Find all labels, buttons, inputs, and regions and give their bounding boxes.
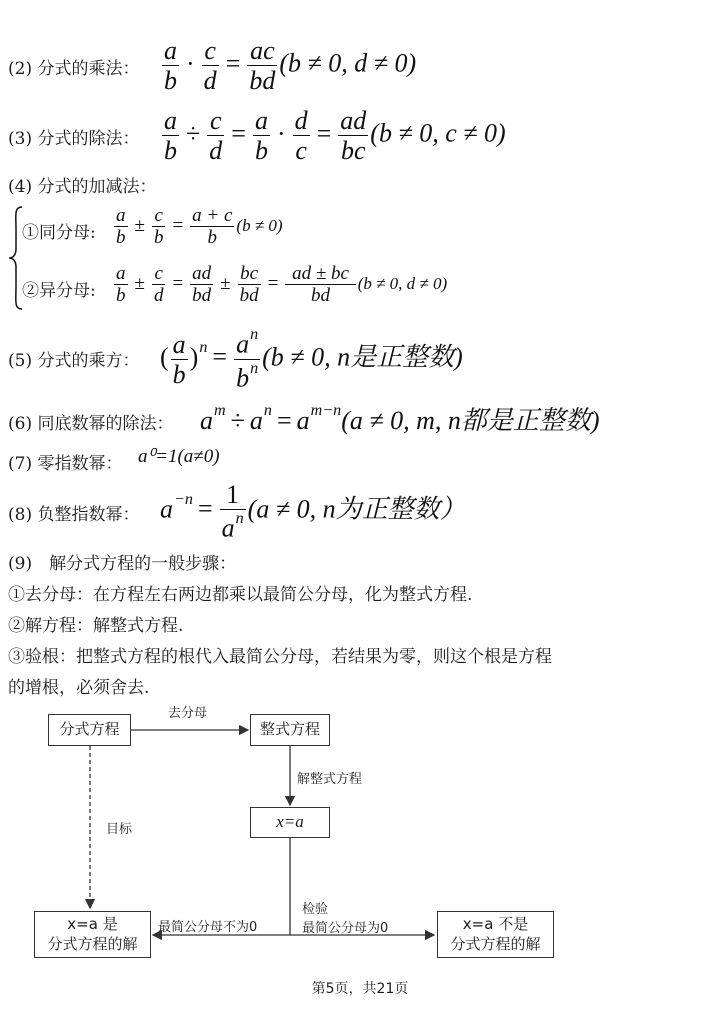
formula-different-denominator: $\frac{a}{b}$ ± $\frac{c}{d}$ = $\frac{ad}{bd}$ ± $\frac{bc}{bd}$ = $\frac{ad \pm bc}{bd}$ (b ≠ 0, d ≠ 0) — [116, 263, 448, 307]
condition-division: (b ≠ 0, c ≠ 0) — [370, 118, 506, 148]
is-solution-line-1: x=a 是 — [67, 915, 118, 933]
is-solution-line-2: 分式方程的解 — [47, 934, 138, 953]
step-3-line-2: 的增根，必须舍去. — [8, 678, 150, 698]
formula-zero-power: a⁰=1(a≠0) — [138, 446, 220, 467]
formula-power: ( $\frac{a}{b}$ )$^n$ = $\frac{a^n}{b^n}$ (b ≠ 0, n是正整数) — [160, 326, 463, 393]
formula-division: $\frac{a}{b}$ ÷ $\frac{c}{d}$ = $\frac{a}{b}$ · $\frac{d}{c}$ = $\frac{ad}{bc}$ (b ≠ 0, c ≠ 0) — [164, 106, 506, 166]
not-solution-line-1: x=a 不是 — [462, 915, 529, 933]
rule-label-same-denominator: ①同分母: — [22, 223, 96, 243]
rule-label-add-subtract: (4) 分式的加减法： — [8, 177, 157, 197]
box-is-solution — [34, 911, 151, 958]
step-2: ②解方程：解整式方程. — [8, 616, 184, 636]
box-fraction-equation: 分式方程 — [48, 714, 131, 746]
condition-different-denominator: (b ≠ 0, d ≠ 0) — [357, 274, 448, 294]
label-lcd-zero: 最简公分母为0 — [302, 921, 389, 936]
label-solve-integral: 解整式方程 — [297, 772, 363, 787]
steps-heading: (9) 解分式方程的一般步骤： — [8, 554, 237, 574]
formula-multiplication: $\frac{a}{b}$ · $\frac{c}{d}$ = $\frac{ac}{bd}$ (b ≠ 0, d ≠ 0) — [164, 36, 417, 96]
step-1: ①去分母：在方程左右两边都乘以最简公分母，化为整式方程. — [8, 585, 473, 605]
formula-same-denominator: $\frac{a}{b}$ ± $\frac{c}{b}$ = $\frac{a + c}{b}$ (b ≠ 0) — [116, 205, 283, 249]
rule-label-multiplication: (2) 分式的乘法： — [8, 59, 140, 79]
page-footer: 第5页，共21页 — [311, 981, 409, 997]
label-goal: 目标 — [106, 822, 133, 837]
step-3-line-1: ③验根：把整式方程的根代入最简公分母，若结果为零，则这个根是方程 — [8, 647, 552, 667]
formula-same-base-division: $a^m \div a^n = a^{m-n}(a \ne 0$, m, n都是正整数) — [200, 402, 600, 435]
rule-label-different-denominator: ②异分母: — [22, 281, 96, 301]
formula-negative-power: $a^{-n}$ = $\frac{1}{a^n}$ (a ≠ 0, n为正整数） — [160, 480, 466, 543]
rule-label-division: (3) 分式的除法： — [8, 129, 140, 149]
condition-negative-power: (a ≠ 0, n为正整数） — [247, 494, 466, 524]
condition-same-base-division: (a ≠ 0, m, n都是正整数) — [341, 406, 600, 435]
rule-label-zero-power: (7) 零指数幂： — [8, 454, 123, 474]
box-x-equals-a: x=a — [250, 807, 330, 838]
label-check: 检验 — [302, 902, 329, 917]
condition-multiplication: (b ≠ 0, d ≠ 0) — [279, 48, 417, 78]
label-remove-denominator: 去分母 — [168, 706, 208, 721]
condition-power: (b ≠ 0, n是正整数) — [262, 342, 463, 372]
rule-label-same-base-division: (6) 同底数幂的除法： — [8, 414, 174, 434]
not-solution-line-2: 分式方程的解 — [450, 934, 541, 953]
rule-label-negative-power: (8) 负整指数幂： — [8, 505, 140, 525]
box-not-solution — [437, 911, 554, 958]
condition-same-denominator: (b ≠ 0) — [236, 216, 283, 236]
label-lcd-nonzero: 最简公分母不为0 — [158, 920, 258, 935]
box-integral-equation: 整式方程 — [250, 714, 330, 746]
rule-label-power: (5) 分式的乘方： — [8, 351, 140, 371]
